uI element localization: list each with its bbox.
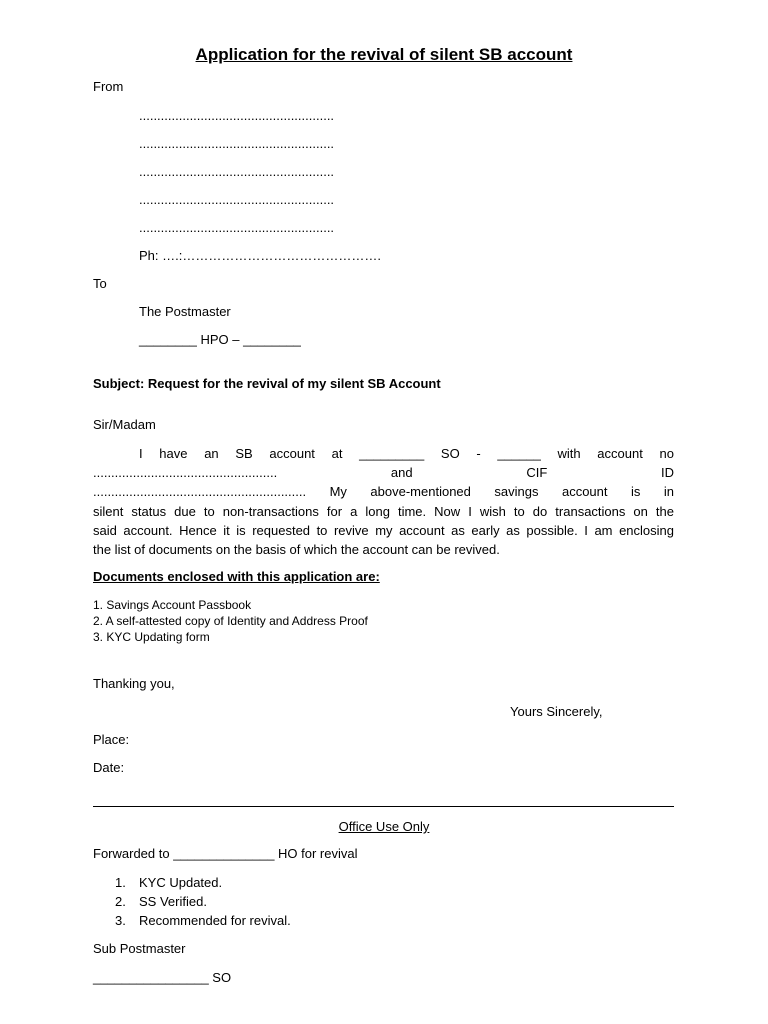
body-line: I have an SB account at _________ SO - ______ with account no	[139, 446, 674, 461]
office-item-text: Recommended for revival.	[139, 913, 291, 928]
body-line: the list of documents on the basis of which the account can be revived.	[93, 541, 500, 557]
from-address-line-4: ......................................................	[139, 192, 335, 207]
subject-line: Subject: Request for the revival of my silent SB Account	[93, 376, 441, 391]
office-use-heading: Office Use Only	[338, 819, 430, 834]
section-divider	[93, 806, 674, 807]
document-item: 3. KYC Updating form	[93, 630, 210, 644]
sign-off: Yours Sincerely,	[510, 704, 603, 719]
to-office: ________ HPO – ________	[139, 332, 301, 347]
to-label: To	[93, 276, 107, 291]
document-item: 2. A self-attested copy of Identity and Address Proof	[93, 614, 368, 628]
closing-line: Thanking you,	[93, 676, 175, 691]
date-label: Date:	[93, 760, 125, 775]
so-line: ________________ SO	[93, 970, 232, 985]
sub-postmaster-label: Sub Postmaster	[93, 941, 186, 956]
office-item-number: 3.	[115, 913, 126, 928]
body-line: said account. Hence it is requested to revive my account as early as possible. I am enclosing	[93, 522, 674, 538]
office-item-number: 1.	[115, 875, 126, 890]
to-recipient: The Postmaster	[139, 304, 231, 319]
forwarded-line: Forwarded to ______________ HO for revival	[93, 846, 358, 861]
phone-line: Ph: ….:……………………………………….	[139, 248, 381, 263]
from-address-line-2: ......................................................	[139, 136, 335, 151]
body-line: ................................................... and CIF ID	[93, 465, 674, 481]
body-paragraph	[93, 444, 674, 559]
body-line: silent status due to non-transactions for a long time. Now I wish to do transactions on the	[93, 503, 674, 519]
from-address-line-1: ......................................................	[139, 108, 335, 123]
from-label: From	[93, 79, 124, 94]
office-item-number: 2.	[115, 894, 126, 909]
place-label: Place:	[93, 732, 130, 747]
body-line: ........................................................... My above-mentioned savings account is in	[93, 484, 674, 500]
documents-heading: Documents enclosed with this application are:	[93, 569, 380, 584]
document-item: 1. Savings Account Passbook	[93, 598, 252, 612]
salutation: Sir/Madam	[93, 417, 156, 432]
office-item-text: KYC Updated.	[139, 875, 223, 890]
office-item-text: SS Verified.	[139, 894, 207, 909]
document-title: Application for the revival of silent SB account	[195, 45, 573, 64]
from-address-line-5: ......................................................	[139, 220, 335, 235]
from-address-line-3: ......................................................	[139, 164, 335, 179]
